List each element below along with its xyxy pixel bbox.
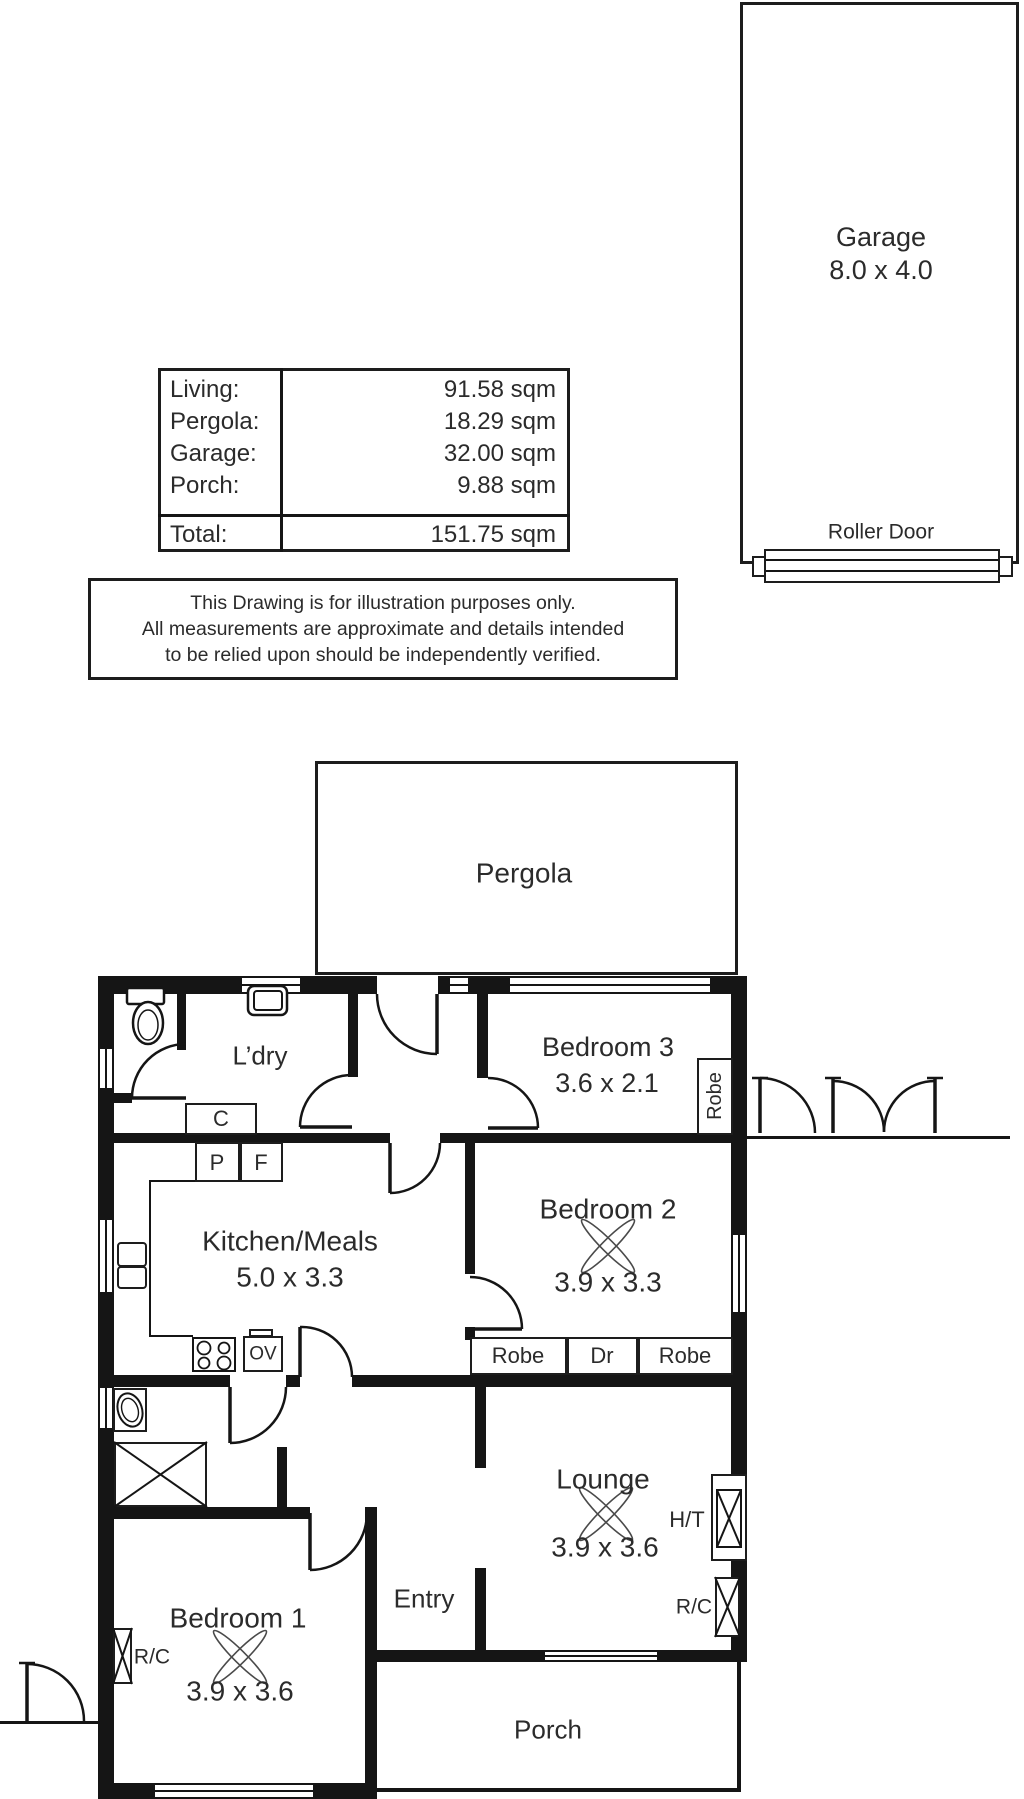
kitchen-bench (150, 1181, 195, 1336)
pantry-label: P (209, 1149, 225, 1175)
area-row-value: 91.58 sqm (443, 376, 556, 403)
drawers-label: Dr (590, 1342, 614, 1368)
garage-dims: 8.0 x 4.0 (829, 255, 933, 286)
heater-label: H/T (669, 1506, 705, 1532)
gate-post-cap (19, 1078, 943, 1663)
bedroom1-dims: 3.9 x 3.6 (186, 1675, 294, 1707)
robe-label-bed2-left: Robe (491, 1342, 545, 1368)
bedroom3-dims: 3.6 x 2.1 (555, 1068, 659, 1099)
roller-door-label: Roller Door (827, 520, 935, 544)
kitchen-label: Kitchen/Meals (202, 1225, 378, 1257)
disclaimer-line: to be relied upon should be independently verified. (165, 644, 601, 666)
disclaimer-line: This Drawing is for illustration purposes only. (190, 592, 576, 614)
bedroom1-label: Bedroom 1 (169, 1602, 307, 1634)
area-row-value: 9.88 sqm (457, 472, 556, 499)
robe-label-bed3: Robe (704, 1072, 726, 1120)
pergola-label: Pergola (475, 857, 573, 889)
area-row-label: Garage: (170, 440, 257, 467)
entry-label: Entry (393, 1583, 455, 1614)
laundry-sink-icon (248, 986, 287, 1015)
robe-label-bed2-right: Robe (658, 1342, 712, 1368)
kitchen-dims: 5.0 x 3.3 (236, 1261, 344, 1293)
bedroom2-label: Bedroom 2 (539, 1193, 677, 1225)
bedroom2-dims: 3.9 x 3.3 (554, 1266, 662, 1298)
basin-icon (113, 1390, 146, 1430)
rc-label-bed1: R/C (133, 1645, 171, 1669)
door-leaf (27, 994, 935, 1721)
area-row-value: 18.29 sqm (443, 408, 556, 435)
area-row-value: 32.00 sqm (443, 440, 556, 467)
area-row-label: Pergola: (170, 408, 260, 435)
fridge-label: F (254, 1149, 268, 1175)
lounge-dims: 3.9 x 3.6 (551, 1531, 659, 1563)
area-row-label: Porch: (170, 472, 240, 499)
area-row-label: Total: (170, 521, 228, 548)
door-swing-icon (27, 994, 935, 1721)
cupboard-label: C (213, 1105, 229, 1131)
area-row-label: Living: (170, 376, 240, 403)
lounge-label: Lounge (556, 1463, 650, 1495)
laundry-label: L’dry (232, 1040, 288, 1071)
porch-label: Porch (514, 1714, 582, 1745)
oven-label: OV (249, 1343, 277, 1365)
rc-label-lounge: R/C (675, 1595, 713, 1619)
disclaimer-line: All measurements are approximate and details intended (141, 618, 625, 640)
garage-label: Garage (835, 222, 927, 253)
bedroom3-label: Bedroom 3 (541, 1032, 675, 1063)
toilet-icon (127, 988, 164, 1044)
area-row-value: 151.75 sqm (430, 521, 556, 548)
